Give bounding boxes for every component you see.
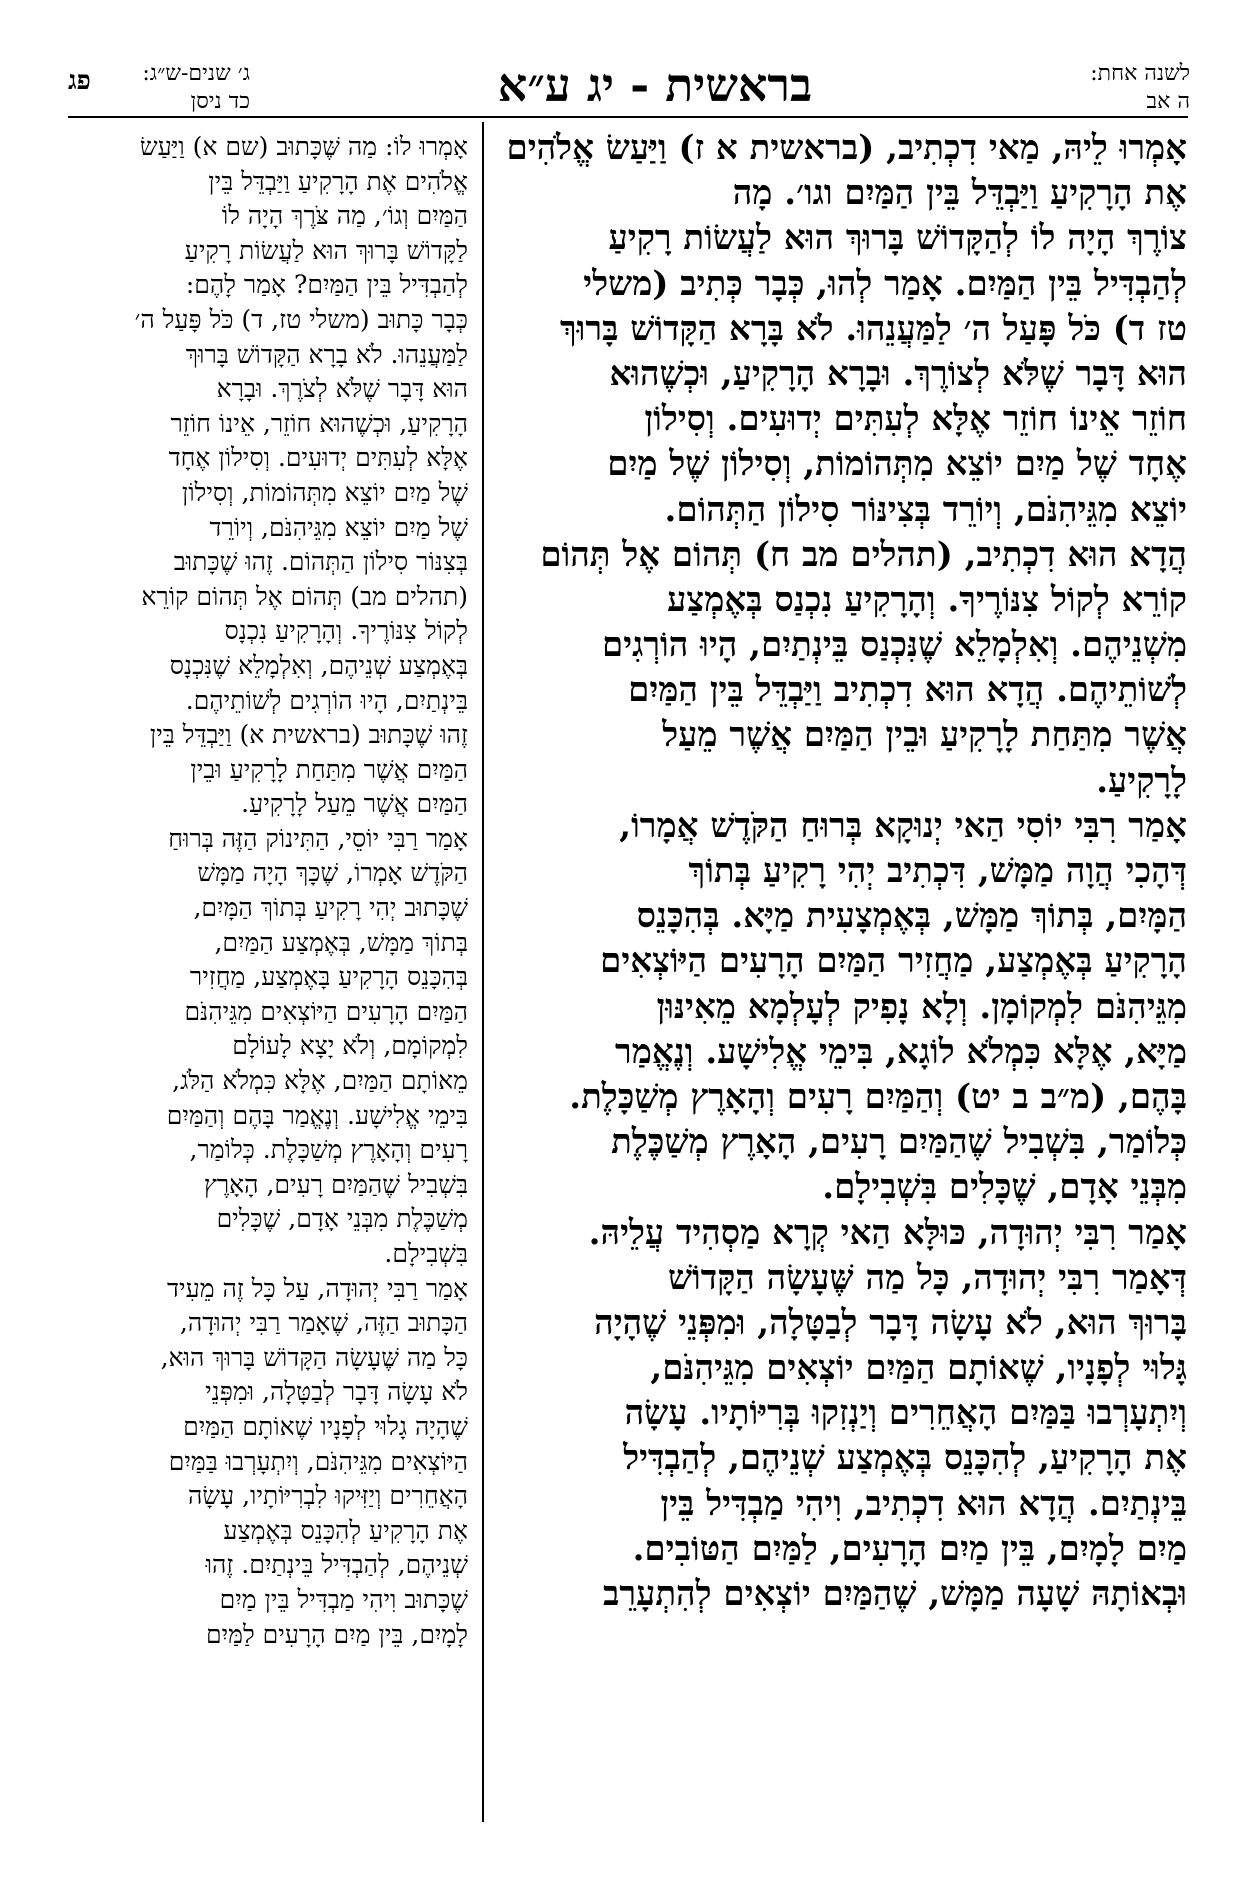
text-line: אֶחָד שֶׁל מַיִם יוֹצֵא מִתְּהוֹמוֹת, וְסִילוֹן שֶׁל מַיִם — [607, 444, 1187, 485]
text-line: אֶת הָרָקִיעַ, לְהִכָּנֵס בְּאֶמְצַע שְׁנֵיהֶם, לְהַבְדִּיל — [623, 1438, 1187, 1479]
header-left-bottom: כד ניסן — [190, 89, 250, 114]
text-line: הָאֲחֵרִים וְיַזִּיקוּ לִבְרִיּוֹתָיו, עָשָׂה — [187, 1481, 468, 1511]
text-line: אָמַר רַבִּי יְהוּדָה, עַל כָּל זֶה מֵעִיד — [166, 1273, 468, 1303]
text-line: בֵּינְתַיִם. הֲדָא הוּא דִכְתִיב, וִיהִי מַבְדִּיל בֵּין — [660, 1483, 1187, 1524]
text-line: לָרָקִיעַ. — [1096, 760, 1187, 801]
text-line: רָעִים וְהָאָרֶץ מְשַׁכָּלֶת. כְּלוֹמַר, — [189, 1135, 468, 1165]
text-line: לַמַּעֲנֵהוּ. לֹא בָרָא הַקָּדוֹשׁ בָּרוּךְ — [185, 339, 468, 369]
text-line: הַכָּתוּב הַזֶּה, שֶׁאָמַר רַבִּי יְהוּדָה, — [179, 1308, 468, 1338]
text-line: טז ד) כֹּל פָּעַל ה׳ לַמַּעֲנֵהוּ. לֹא בָּרָא הַקָּדוֹשׁ בָּרוּךְ — [559, 308, 1187, 349]
text-line: כְּבָר כָּתוּב (משלי טז, ד) כֹּל פָּעַל ה׳ — [134, 304, 468, 334]
text-line: בְּאֶמְצַע שְׁנֵיהֶם, וְאִלְמָלֵא שֶׁנִּכְנָס — [169, 650, 468, 680]
text-line: יוֹצֵא מִגֵּיהִנֹּם, וְיוֹרֵד בְּצִינּוֹר סִילוֹן הַתְּהוֹם. — [664, 489, 1187, 530]
text-line: לֹא עָשָׂה דָּבָר לְבַטָּלָה, וּמִפְּנֵי — [205, 1377, 468, 1407]
text-line: דְּאָמַר רִבִּי יְהוּדָה, כָּל מַה שֶּׁעָשָׂה הַקָּדוֹשׁ — [667, 1257, 1187, 1298]
text-line: הַמַּיִם הָרָעִים הַיּוֹצְאִים מִגֵּיהִנֹּם — [184, 996, 468, 1026]
text-line: בָּרוּךְ הוּא, לֹא עָשָׂה דָּבָר לְבַטָּלָה, וּמִפְּנֵי שֶׁהָיָה — [594, 1302, 1187, 1343]
text-line: לְקוֹל צִנּוֹרֶיךָ. וְהָרָקִיעַ נִכְנָס — [224, 616, 468, 646]
header-left — [80, 60, 250, 116]
text-line: הָרָקִיעַ, וּכְשֶׁהוּא חוֹזֵר, אֵינוֹ חוֹזֵר — [170, 408, 468, 438]
text-line: הָרָקִיעַ בְּאֶמְצַע, מַחֲזִיר הַמַּיִם הָרָעִים הַיּוֹצְאִים — [600, 941, 1187, 982]
column-divider — [482, 122, 484, 1822]
text-line: אָמְרוּ לֵיהּ, מַאי דִכְתִיב, (בראשית א ז) וַיַּעַשׂ אֱלֹהִים — [506, 128, 1187, 168]
text-line: אֱלֹהִים אֶת הָרָקִיעַ וַיַּבְדֵּל בֵּין — [208, 166, 468, 196]
text-line: מִבְּנֵי אָדָם, שֶׁכָּלִים בִּשְׁבִילָם. — [822, 1167, 1187, 1208]
text-line: כָּל מַה שֶּׁעָשָׂה הַקָּדוֹשׁ בָּרוּךְ הוּא, — [160, 1342, 468, 1372]
aramaic-text-column — [495, 126, 1187, 1617]
text-line: לְהַבְדִּיל בֵּין הַמַּיִם? אָמַר לָהֶם: — [185, 270, 468, 300]
text-line: לִמְקוֹמָם, וְלֹא יָצָא לָעוֹלָם — [232, 1031, 468, 1061]
text-line: שֶׁכָּתוּב וִיהִי מַבְדִּיל בֵּין מַיִם — [219, 1584, 468, 1614]
text-line: הַמַּיִם וְגוֹ׳, מַה צֹּרֶךְ הָיָה לוֹ — [221, 201, 468, 231]
text-line: גָּלוּי לְפָנָיו, שֶׁאוֹתָם הַמַּיִם יוֹצְאִים מִגֵּיהִנֹּם, — [650, 1348, 1187, 1389]
text-line: בִּימֵי אֱלִישָׁע. וְנֶאֱמַר בָּהֶם וְהַמַּיִם — [166, 1100, 468, 1130]
text-line: וְיִתְעָרְבוּ בַּמַּיִם הָאֲחֵרִים וְיַנְזִקוּ בְּרִיּוֹתָיו. עָשָׂה — [624, 1393, 1187, 1434]
text-line: הוּא דָּבָר שֶׁלֹּא לְצֹרֶךְ. וּבָרָא — [216, 374, 468, 404]
text-line: אָמַר רִבִּי יְהוּדָה, כּוּלָּא הַאי קְרָא מַסְהִיד עֲלֵיהּ. — [588, 1212, 1187, 1253]
text-line: בְּצִנּוֹר סִילוֹן הַתְּהוֹם. זֶהוּ שֶׁכָּתוּב — [173, 547, 468, 577]
text-line: שֶׁכָּתוּב יְהִי רָקִיעַ בְּתוֹךְ הַמָּיִם, — [193, 893, 468, 923]
text-line: הַמָּיִם, בְּתוֹךְ מַמָּשׁ, בְּאֶמְצָעִית מַיָּא. בְּהִכָּנֵס — [636, 896, 1187, 937]
header-right — [1030, 60, 1190, 116]
text-line: אֶלָּא לְעִתִּים יְדוּעִים. וְסִילוֹן אֶחָד — [168, 443, 468, 473]
text-line: בִּשְׁבִילָם. — [384, 1239, 468, 1268]
translation-column — [68, 130, 468, 1652]
text-line: לְהַבְדִּיל בֵּין הַמַּיִם. אָמַר לְהוּ, כְּבָר כְּתִיב (משלי — [583, 263, 1187, 304]
header-right-top: לשנה אחת: — [1090, 61, 1190, 86]
text-line: הֲדָא הוּא דִכְתִיב, (תהלים מב ח) תְּהוֹם אֶל תְּהוֹם — [540, 534, 1187, 575]
text-line: שֶׁהָיָה גָלוּי לְפָנָיו שֶׁאוֹתָם הַמַּיִם — [183, 1411, 468, 1441]
text-line: מְשַׁכֶּלֶת מִבְּנֵי אָדָם, שֶׁכָּלִים — [216, 1204, 468, 1234]
text-line: אֶת הָרָקִיעַ לְהִכָּנֵס בְּאֶמְצַע — [223, 1515, 468, 1545]
text-line: לְשׁוֹתֵיהֶם. הֲדָא הוּא דִכְתִיב וַיַּבְדֵּל בֵּין הַמַּיִם — [628, 670, 1187, 711]
text-line: הַיּוֹצְאִים מִגֵּיהִנֹּם, וְיִתְעָרְבוּ בַּמַּיִם — [168, 1446, 468, 1476]
text-line: זֶהוּ שֶׁכָּתוּב (בראשית א) וַיַּבְדֵּל בֵּין — [149, 720, 468, 750]
text-line: מַיִם לָמָיִם, בֵּין מַיִם הָרָעִים, לַמַּיִם הַטּוֹבִים. — [632, 1528, 1187, 1569]
header-right-bottom: ה אב — [1146, 89, 1190, 114]
text-line: בְּהִכָּנֵס הָרָקִיעַ בָּאֶמְצַע, מַחֲזִיר — [189, 962, 468, 992]
text-line: שְׁנֵיהֶם, לְהַבְדִּיל בֵּינְתַיִם. זֶהוּ — [205, 1550, 468, 1580]
text-line: אָמַר רִבִּי יוֹסִי הַאי יְנוּקָא בְּרוּחַ הַקֹּדֶשׁ אֲמָרוֹ, — [619, 805, 1187, 846]
text-line: הַקֹּדֶשׁ אָמְרוֹ, שֶׁכָּךְ הָיָה מַמָּשׁ — [197, 858, 468, 888]
header-rule — [68, 116, 1188, 118]
text-line: הַמַּיִם אֲשֶׁר מִתַּחַת לָרָקִיעַ וּבֵין — [190, 754, 468, 784]
text-line: מִגֵּיהִנֹּם לִמְקוֹמָן. וְלָא נָפִיק לְעָלְמָא מֵאִינּוּן — [656, 986, 1187, 1027]
page-title: בראשית - יג ע״א — [497, 58, 813, 112]
text-line: בִּשְׁבִיל שֶׁהַמַּיִם רָעִים, הָאָרֶץ — [203, 1169, 468, 1199]
text-line: בְּתוֹךְ מַמָּשׁ, בְּאֶמְצַע הַמַּיִם, — [214, 927, 468, 957]
text-line: וּבְאוֹתָהּ שָׁעָה מַמָּשׁ, שֶׁהַמַּיִם יוֹצְאִים לְהִתְעָרֵב — [602, 1574, 1187, 1614]
text-line: בָּהֶם, (מ״ב ב יט) וְהַמַּיִם רָעִים וְהָאָרֶץ מְשַׁכָּלֶת. — [569, 1076, 1187, 1117]
text-line: צוֹרֶךְ הָיָה לוֹ לְהַקָּדוֹשׁ בָּרוּךְ הוּא לַעֲשׂוֹת רָקִיעַ — [608, 218, 1187, 259]
text-line: אָמְרוּ לוֹ: מַה שֶּׁכָּתוּב (שם א) וַיַּעַשׂ — [139, 132, 468, 161]
text-line: שֶׁל מַיִם יוֹצֵא מִתְּהוֹמוֹת, וְסִילוֹן — [181, 477, 468, 507]
text-line: חוֹזֵר אֵינוֹ חוֹזֵר אֶלָּא לְעִתִּים יְדוּעִים. וְסִילוֹן — [644, 399, 1187, 440]
text-line: דְּהָכִי הֲוָה מַמָּשׁ, דִּכְתִיב יְהִי רָקִיעַ בְּתוֹךְ — [688, 851, 1187, 891]
text-line: בֵּינְתַיִם, הָיוּ הוֹרְגִים לְשׁוֹתֵיהֶם. — [185, 685, 468, 715]
text-line: מַיָּא, אֶלָּא כִּמְלֹא לוֹגָא, בִּימֵי אֱלִישָׁע. וְנֶאֱמַר — [615, 1031, 1187, 1072]
text-line: הַמַּיִם אֲשֶׁר מֵעַל לָרָקִיעַ. — [241, 789, 468, 819]
text-line: הוּא דָּבָר שֶׁלֹּא לְצוֹרֶךְ. וּבָרָא הָרָקִיעַ, וּכְשֶׁהוּא — [609, 353, 1187, 394]
text-line: מִשְׁנֵיהֶם. וְאִלְמָלֵא שֶׁנִּכְנַס בֵּינְתַיִם, הָיוּ הוֹרְגִים — [601, 625, 1187, 666]
text-line: לָמָיִם, בֵּין מַיִם הָרָעִים לַמַּיִם — [206, 1619, 468, 1649]
text-line: מֵאוֹתָם הַמַּיִם, אֶלָּא כִּמְלֹא הַלֹּג, — [172, 1066, 468, 1096]
text-line: קוֹרֵא לְקוֹל צִנּוֹרֶיךָ. וְהָרָקִיעַ נִכְנַס בְּאֶמְצַע — [667, 579, 1187, 620]
page-number: פג — [68, 66, 91, 96]
text-line: שֶׁל מַיִם יוֹצֵא מִגֵּיהִנֹּם, וְיוֹרֵד — [209, 512, 468, 542]
text-line: אֶת הָרָקִיעַ וַיַּבְדֵּל בֵּין הַמַּיִם וגו׳. מָה — [732, 173, 1187, 214]
text-line: לַקָּדוֹשׁ בָּרוּךְ הוּא לַעֲשׂוֹת רָקִיעַ — [184, 235, 468, 265]
header-left-top: ג׳ שנים-ש״ג: — [142, 61, 250, 86]
text-line: אֲשֶׁר מִתַּחַת לָרָקִיעַ וּבֵין הַמַּיִם אֲשֶׁר מֵעַל — [662, 715, 1187, 756]
text-line: אָמַר רַבִּי יוֹסֵי, הַתִּינוֹק הַזֶּה בְּרוּחַ — [168, 823, 468, 853]
text-line: (תהלים מב) תְּהוֹם אֶל תְּהוֹם קוֹרֵא — [141, 581, 468, 611]
text-line: כְּלוֹמַר, בִּשְׁבִיל שֶׁהַמַּיִם רָעִים, הָאָרֶץ מְשַׁכֶּלֶת — [611, 1122, 1187, 1163]
